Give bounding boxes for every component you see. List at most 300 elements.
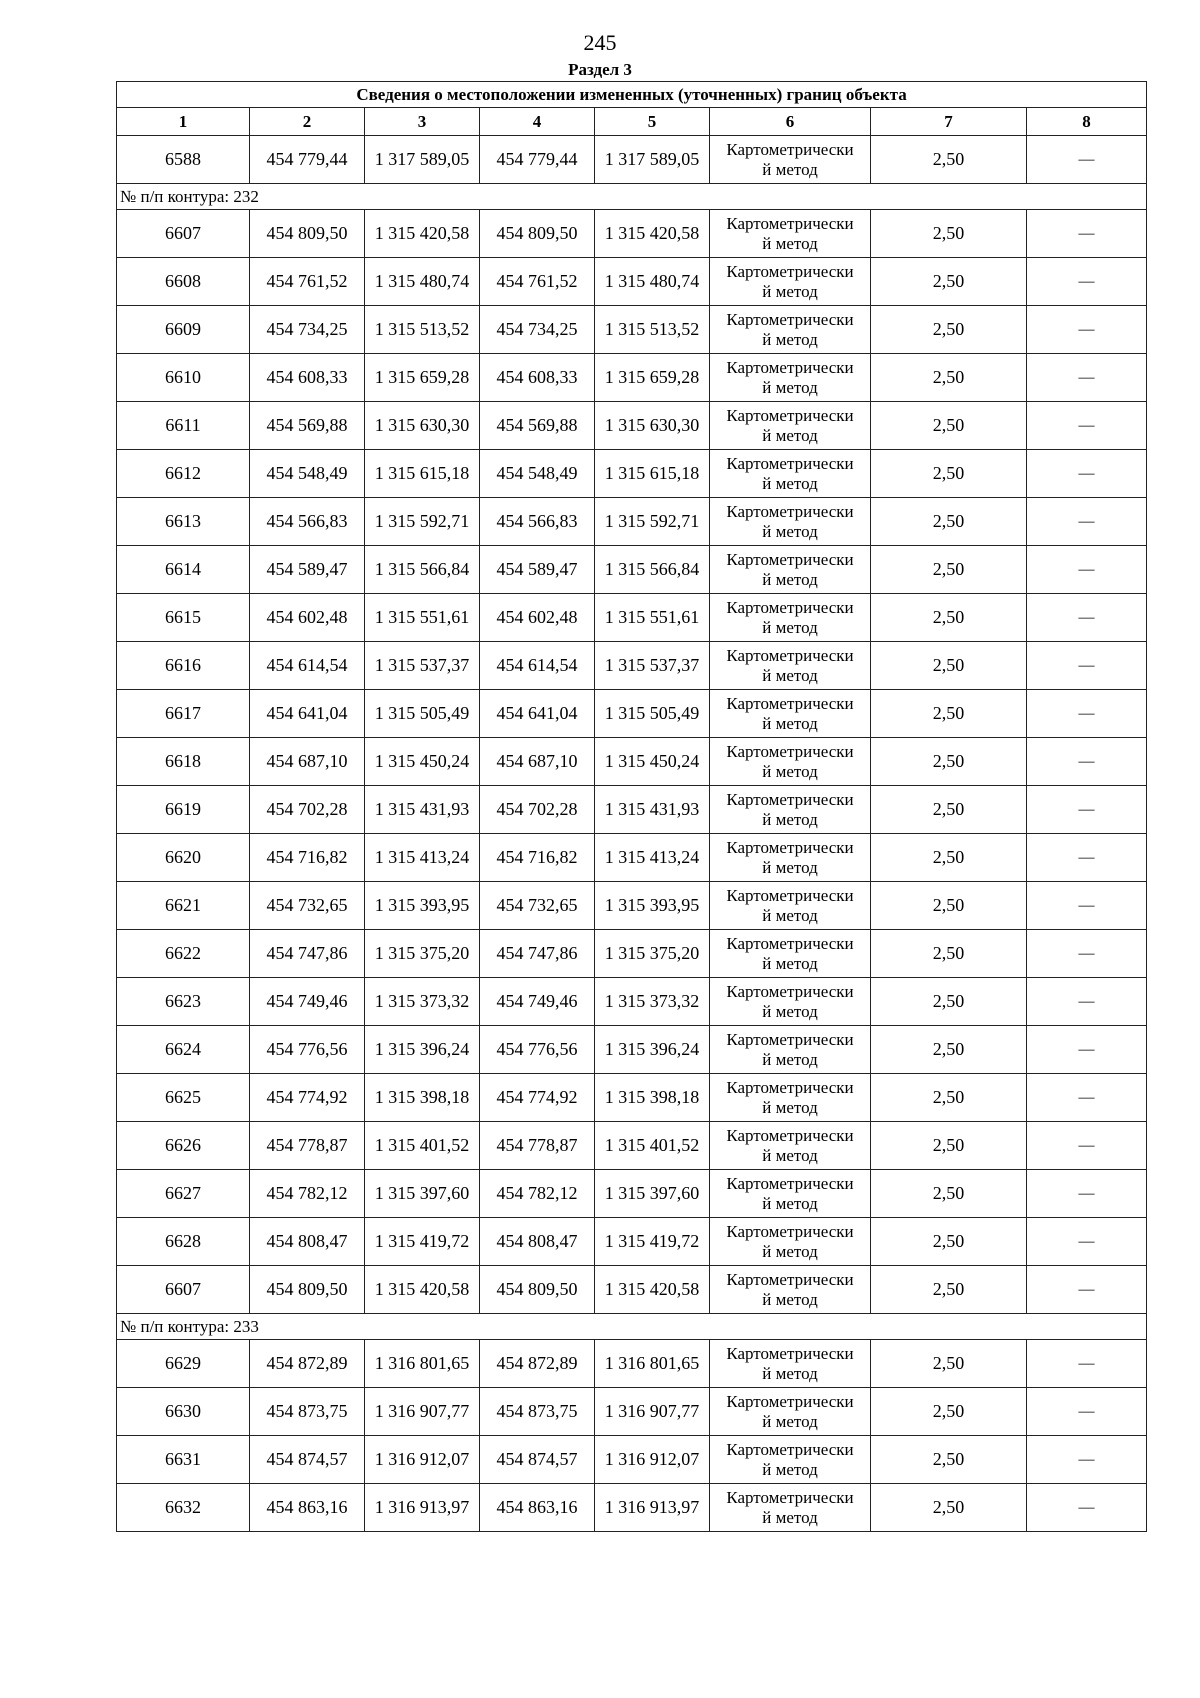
note-cell: —	[1027, 306, 1147, 354]
y-old-cell: 1 315 393,95	[365, 882, 480, 930]
table-row	[117, 642, 1147, 690]
method-line: й метод	[762, 713, 818, 733]
y-new-cell: 1 315 419,72	[595, 1218, 710, 1266]
x-old-cell: 454 761,52	[250, 258, 365, 306]
note-cell: —	[1027, 1218, 1147, 1266]
point-number: 6618	[117, 738, 250, 786]
y-new-cell: 1 315 398,18	[595, 1074, 710, 1122]
method-line: Картометрически	[726, 139, 854, 159]
table-row	[117, 450, 1147, 498]
column-header-row	[117, 108, 1147, 136]
point-number: 6631	[117, 1436, 250, 1484]
method-line: Картометрически	[726, 741, 854, 761]
note-cell: —	[1027, 1122, 1147, 1170]
table-row	[117, 1122, 1147, 1170]
x-old-cell: 454 873,75	[250, 1388, 365, 1436]
method-cell	[710, 690, 871, 738]
method-cell	[710, 834, 871, 882]
y-old-cell: 1 315 398,18	[365, 1074, 480, 1122]
y-new-cell: 1 315 630,30	[595, 402, 710, 450]
x-new-cell: 454 809,50	[480, 210, 595, 258]
point-number: 6632	[117, 1484, 250, 1532]
note-cell: —	[1027, 738, 1147, 786]
y-new-cell: 1 315 551,61	[595, 594, 710, 642]
method-line: Картометрически	[726, 885, 854, 905]
y-new-cell: 1 315 375,20	[595, 930, 710, 978]
method-line: й метод	[762, 159, 818, 179]
y-old-cell: 1 315 551,61	[365, 594, 480, 642]
method-line: Картометрически	[726, 309, 854, 329]
accuracy-cell: 2,50	[871, 930, 1027, 978]
method-line: Картометрически	[726, 453, 854, 473]
method-cell	[710, 210, 871, 258]
x-new-cell: 454 873,75	[480, 1388, 595, 1436]
x-old-cell: 454 776,56	[250, 1026, 365, 1074]
x-old-cell: 454 687,10	[250, 738, 365, 786]
x-new-cell: 454 774,92	[480, 1074, 595, 1122]
method-line: й метод	[762, 809, 818, 829]
page-number: 245	[583, 30, 617, 55]
method-line: й метод	[762, 761, 818, 781]
x-new-cell: 454 608,33	[480, 354, 595, 402]
point-number: 6625	[117, 1074, 250, 1122]
method-line: й метод	[762, 1001, 818, 1021]
method-line: й метод	[762, 617, 818, 637]
table-row	[117, 498, 1147, 546]
note-cell: —	[1027, 1074, 1147, 1122]
method-line: Картометрически	[726, 405, 854, 425]
x-old-cell: 454 863,16	[250, 1484, 365, 1532]
x-old-cell: 454 602,48	[250, 594, 365, 642]
method-line: Картометрически	[726, 1221, 854, 1241]
y-new-cell: 1 315 659,28	[595, 354, 710, 402]
note-cell: —	[1027, 1266, 1147, 1314]
accuracy-cell: 2,50	[871, 1122, 1027, 1170]
accuracy-cell: 2,50	[871, 1484, 1027, 1532]
accuracy-cell: 2,50	[871, 136, 1027, 184]
table-body	[117, 82, 1147, 1532]
x-new-cell: 454 602,48	[480, 594, 595, 642]
method-cell	[710, 450, 871, 498]
coordinates-table	[116, 81, 1147, 1532]
table-caption-row	[117, 82, 1147, 108]
method-line: й метод	[762, 1193, 818, 1213]
method-cell	[710, 354, 871, 402]
y-new-cell: 1 315 420,58	[595, 210, 710, 258]
method-line: Картометрически	[726, 837, 854, 857]
x-old-cell: 454 702,28	[250, 786, 365, 834]
y-old-cell: 1 316 907,77	[365, 1388, 480, 1436]
x-new-cell: 454 779,44	[480, 136, 595, 184]
accuracy-cell: 2,50	[871, 402, 1027, 450]
x-old-cell: 454 614,54	[250, 642, 365, 690]
column-header: 2	[250, 108, 365, 136]
point-number: 6616	[117, 642, 250, 690]
y-new-cell: 1 316 907,77	[595, 1388, 710, 1436]
note-cell: —	[1027, 1484, 1147, 1532]
y-new-cell: 1 316 912,07	[595, 1436, 710, 1484]
method-cell	[710, 258, 871, 306]
note-cell: —	[1027, 594, 1147, 642]
note-cell: —	[1027, 1026, 1147, 1074]
method-cell	[710, 594, 871, 642]
y-old-cell: 1 315 396,24	[365, 1026, 480, 1074]
x-old-cell: 454 874,57	[250, 1436, 365, 1484]
accuracy-cell: 2,50	[871, 1436, 1027, 1484]
y-old-cell: 1 315 373,32	[365, 978, 480, 1026]
column-header: 5	[595, 108, 710, 136]
accuracy-cell: 2,50	[871, 978, 1027, 1026]
method-line: Картометрически	[726, 1391, 854, 1411]
table-row	[117, 306, 1147, 354]
method-line: Картометрически	[726, 789, 854, 809]
note-cell: —	[1027, 1436, 1147, 1484]
y-new-cell: 1 315 615,18	[595, 450, 710, 498]
x-new-cell: 454 863,16	[480, 1484, 595, 1532]
x-new-cell: 454 808,47	[480, 1218, 595, 1266]
x-old-cell: 454 808,47	[250, 1218, 365, 1266]
method-cell	[710, 930, 871, 978]
note-cell: —	[1027, 450, 1147, 498]
accuracy-cell: 2,50	[871, 258, 1027, 306]
method-line: Картометрически	[726, 261, 854, 281]
method-line: й метод	[762, 953, 818, 973]
point-number: 6624	[117, 1026, 250, 1074]
y-old-cell: 1 315 615,18	[365, 450, 480, 498]
x-new-cell: 454 589,47	[480, 546, 595, 594]
y-new-cell: 1 315 537,37	[595, 642, 710, 690]
table-row	[117, 690, 1147, 738]
note-cell: —	[1027, 136, 1147, 184]
table-row	[117, 1340, 1147, 1388]
method-cell	[710, 1266, 871, 1314]
y-new-cell: 1 315 393,95	[595, 882, 710, 930]
x-new-cell: 454 809,50	[480, 1266, 595, 1314]
x-new-cell: 454 569,88	[480, 402, 595, 450]
x-new-cell: 454 749,46	[480, 978, 595, 1026]
x-old-cell: 454 774,92	[250, 1074, 365, 1122]
y-old-cell: 1 315 431,93	[365, 786, 480, 834]
method-cell	[710, 498, 871, 546]
column-header: 1	[117, 108, 250, 136]
method-cell	[710, 1218, 871, 1266]
point-number: 6588	[117, 136, 250, 184]
point-number: 6628	[117, 1218, 250, 1266]
x-new-cell: 454 782,12	[480, 1170, 595, 1218]
method-line: й метод	[762, 281, 818, 301]
x-old-cell: 454 548,49	[250, 450, 365, 498]
point-number: 6613	[117, 498, 250, 546]
y-old-cell: 1 315 566,84	[365, 546, 480, 594]
accuracy-cell: 2,50	[871, 546, 1027, 594]
method-line: Картометрически	[726, 1487, 854, 1507]
table-row	[117, 930, 1147, 978]
x-new-cell: 454 778,87	[480, 1122, 595, 1170]
y-new-cell: 1 315 413,24	[595, 834, 710, 882]
method-line: й метод	[762, 377, 818, 397]
x-new-cell: 454 548,49	[480, 450, 595, 498]
note-cell: —	[1027, 1170, 1147, 1218]
column-header: 3	[365, 108, 480, 136]
accuracy-cell: 2,50	[871, 642, 1027, 690]
method-cell	[710, 978, 871, 1026]
contour-row	[117, 1314, 1147, 1340]
table-row	[117, 1170, 1147, 1218]
method-line: Картометрически	[726, 501, 854, 521]
method-line: й метод	[762, 425, 818, 445]
table-row	[117, 1074, 1147, 1122]
method-line: Картометрически	[726, 645, 854, 665]
x-new-cell: 454 761,52	[480, 258, 595, 306]
accuracy-cell: 2,50	[871, 450, 1027, 498]
method-cell	[710, 738, 871, 786]
method-line: Картометрически	[726, 1269, 854, 1289]
y-old-cell: 1 316 801,65	[365, 1340, 480, 1388]
method-cell	[710, 1388, 871, 1436]
point-number: 6630	[117, 1388, 250, 1436]
y-new-cell: 1 315 450,24	[595, 738, 710, 786]
y-new-cell: 1 315 480,74	[595, 258, 710, 306]
table-row	[117, 786, 1147, 834]
note-cell: —	[1027, 354, 1147, 402]
method-line: й метод	[762, 1363, 818, 1383]
method-cell	[710, 546, 871, 594]
note-cell: —	[1027, 1340, 1147, 1388]
y-old-cell: 1 315 450,24	[365, 738, 480, 786]
method-line: й метод	[762, 1411, 818, 1431]
section-title: Раздел 3	[568, 60, 632, 79]
table-caption: Сведения о местоположении измененных (уточненных) границ объекта	[117, 82, 1147, 108]
method-line: й метод	[762, 1241, 818, 1261]
x-old-cell: 454 809,50	[250, 210, 365, 258]
note-cell: —	[1027, 834, 1147, 882]
x-old-cell: 454 734,25	[250, 306, 365, 354]
method-cell	[710, 786, 871, 834]
column-header: 8	[1027, 108, 1147, 136]
accuracy-cell: 2,50	[871, 738, 1027, 786]
note-cell: —	[1027, 978, 1147, 1026]
accuracy-cell: 2,50	[871, 786, 1027, 834]
method-line: й метод	[762, 1507, 818, 1527]
y-old-cell: 1 317 589,05	[365, 136, 480, 184]
method-line: Картометрически	[726, 1173, 854, 1193]
method-line: Картометрически	[726, 1077, 854, 1097]
method-line: Картометрически	[726, 1439, 854, 1459]
method-cell	[710, 1074, 871, 1122]
method-cell	[710, 1340, 871, 1388]
point-number: 6617	[117, 690, 250, 738]
y-old-cell: 1 315 420,58	[365, 210, 480, 258]
method-line: Картометрически	[726, 933, 854, 953]
x-old-cell: 454 608,33	[250, 354, 365, 402]
x-old-cell: 454 782,12	[250, 1170, 365, 1218]
method-cell	[710, 1122, 871, 1170]
table-row	[117, 1388, 1147, 1436]
y-old-cell: 1 315 513,52	[365, 306, 480, 354]
method-cell	[710, 402, 871, 450]
y-new-cell: 1 317 589,05	[595, 136, 710, 184]
y-old-cell: 1 315 592,71	[365, 498, 480, 546]
x-old-cell: 454 566,83	[250, 498, 365, 546]
method-cell	[710, 642, 871, 690]
method-cell	[710, 1484, 871, 1532]
method-line: й метод	[762, 905, 818, 925]
x-new-cell: 454 566,83	[480, 498, 595, 546]
x-old-cell: 454 749,46	[250, 978, 365, 1026]
y-new-cell: 1 315 513,52	[595, 306, 710, 354]
note-cell: —	[1027, 258, 1147, 306]
accuracy-cell: 2,50	[871, 210, 1027, 258]
column-header: 6	[710, 108, 871, 136]
y-new-cell: 1 316 913,97	[595, 1484, 710, 1532]
table-row	[117, 1436, 1147, 1484]
note-cell: —	[1027, 930, 1147, 978]
method-cell	[710, 1436, 871, 1484]
y-old-cell: 1 316 913,97	[365, 1484, 480, 1532]
table-row	[117, 738, 1147, 786]
column-header: 4	[480, 108, 595, 136]
x-new-cell: 454 716,82	[480, 834, 595, 882]
accuracy-cell: 2,50	[871, 1074, 1027, 1122]
method-line: Картометрически	[726, 981, 854, 1001]
point-number: 6621	[117, 882, 250, 930]
method-line: й метод	[762, 1459, 818, 1479]
method-line: Картометрически	[726, 1343, 854, 1363]
x-old-cell: 454 809,50	[250, 1266, 365, 1314]
point-number: 6611	[117, 402, 250, 450]
y-old-cell: 1 315 659,28	[365, 354, 480, 402]
point-number: 6622	[117, 930, 250, 978]
x-old-cell: 454 732,65	[250, 882, 365, 930]
note-cell: —	[1027, 210, 1147, 258]
point-number: 6629	[117, 1340, 250, 1388]
note-cell: —	[1027, 402, 1147, 450]
method-line: й метод	[762, 521, 818, 541]
contour-label: № п/п контура: 232	[117, 184, 1147, 210]
method-cell	[710, 306, 871, 354]
table-row	[117, 1484, 1147, 1532]
method-line: й метод	[762, 1289, 818, 1309]
accuracy-cell: 2,50	[871, 1340, 1027, 1388]
method-line: й метод	[762, 665, 818, 685]
note-cell: —	[1027, 546, 1147, 594]
y-old-cell: 1 315 375,20	[365, 930, 480, 978]
y-old-cell: 1 315 480,74	[365, 258, 480, 306]
accuracy-cell: 2,50	[871, 498, 1027, 546]
y-old-cell: 1 315 630,30	[365, 402, 480, 450]
table-row	[117, 354, 1147, 402]
point-number: 6607	[117, 210, 250, 258]
accuracy-cell: 2,50	[871, 594, 1027, 642]
y-new-cell: 1 315 420,58	[595, 1266, 710, 1314]
x-old-cell: 454 589,47	[250, 546, 365, 594]
method-line: Картометрически	[726, 213, 854, 233]
table-row	[117, 834, 1147, 882]
y-new-cell: 1 315 401,52	[595, 1122, 710, 1170]
y-old-cell: 1 315 413,24	[365, 834, 480, 882]
method-line: Картометрически	[726, 357, 854, 377]
accuracy-cell: 2,50	[871, 882, 1027, 930]
note-cell: —	[1027, 498, 1147, 546]
x-old-cell: 454 716,82	[250, 834, 365, 882]
method-line: й метод	[762, 473, 818, 493]
method-cell	[710, 1170, 871, 1218]
accuracy-cell: 2,50	[871, 834, 1027, 882]
point-number: 6620	[117, 834, 250, 882]
y-new-cell: 1 315 566,84	[595, 546, 710, 594]
column-header: 7	[871, 108, 1027, 136]
point-number: 6610	[117, 354, 250, 402]
y-new-cell: 1 315 396,24	[595, 1026, 710, 1074]
point-number: 6614	[117, 546, 250, 594]
y-old-cell: 1 315 397,60	[365, 1170, 480, 1218]
y-new-cell: 1 315 592,71	[595, 498, 710, 546]
method-cell	[710, 882, 871, 930]
accuracy-cell: 2,50	[871, 1388, 1027, 1436]
x-old-cell: 454 778,87	[250, 1122, 365, 1170]
y-old-cell: 1 315 401,52	[365, 1122, 480, 1170]
method-line: й метод	[762, 233, 818, 253]
point-number: 6626	[117, 1122, 250, 1170]
table-row	[117, 594, 1147, 642]
note-cell: —	[1027, 1388, 1147, 1436]
table-row	[117, 402, 1147, 450]
y-new-cell: 1 315 397,60	[595, 1170, 710, 1218]
method-line: Картометрически	[726, 1029, 854, 1049]
note-cell: —	[1027, 690, 1147, 738]
method-cell	[710, 1026, 871, 1074]
point-number: 6609	[117, 306, 250, 354]
x-new-cell: 454 747,86	[480, 930, 595, 978]
accuracy-cell: 2,50	[871, 306, 1027, 354]
note-cell: —	[1027, 882, 1147, 930]
table-row	[117, 210, 1147, 258]
x-old-cell: 454 641,04	[250, 690, 365, 738]
method-line: й метод	[762, 1145, 818, 1165]
y-new-cell: 1 315 505,49	[595, 690, 710, 738]
table-row	[117, 136, 1147, 184]
table-row	[117, 258, 1147, 306]
method-line: Картометрически	[726, 549, 854, 569]
point-number: 6623	[117, 978, 250, 1026]
x-new-cell: 454 734,25	[480, 306, 595, 354]
y-new-cell: 1 315 431,93	[595, 786, 710, 834]
point-number: 6627	[117, 1170, 250, 1218]
point-number: 6619	[117, 786, 250, 834]
point-number: 6615	[117, 594, 250, 642]
x-new-cell: 454 687,10	[480, 738, 595, 786]
x-old-cell: 454 779,44	[250, 136, 365, 184]
y-old-cell: 1 316 912,07	[365, 1436, 480, 1484]
y-old-cell: 1 315 419,72	[365, 1218, 480, 1266]
accuracy-cell: 2,50	[871, 1218, 1027, 1266]
x-new-cell: 454 614,54	[480, 642, 595, 690]
point-number: 6612	[117, 450, 250, 498]
method-line: й метод	[762, 1049, 818, 1069]
accuracy-cell: 2,50	[871, 690, 1027, 738]
note-cell: —	[1027, 642, 1147, 690]
point-number: 6608	[117, 258, 250, 306]
table-row	[117, 1266, 1147, 1314]
table-row	[117, 978, 1147, 1026]
x-old-cell: 454 747,86	[250, 930, 365, 978]
method-line: й метод	[762, 857, 818, 877]
x-new-cell: 454 641,04	[480, 690, 595, 738]
table-row	[117, 546, 1147, 594]
contour-label: № п/п контура: 233	[117, 1314, 1147, 1340]
contour-row	[117, 184, 1147, 210]
table-row	[117, 1026, 1147, 1074]
